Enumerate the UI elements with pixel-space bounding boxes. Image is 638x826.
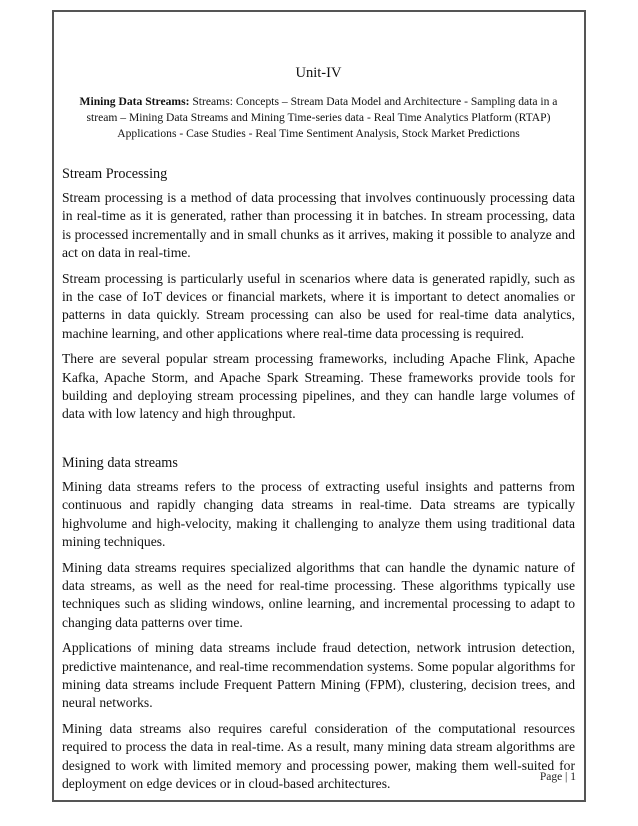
section-heading-mining-data-streams: Mining data streams bbox=[62, 454, 178, 471]
paragraph: Applications of mining data streams include fraud detection, network intrusion detection, predictive maintenance, and real-time recommendation systems. Some popular algorithms for mining data streams include Frequent Pattern Mining (FPM), clustering, decision trees, and neural networks. bbox=[62, 640, 575, 711]
page-number: Page | 1 bbox=[539, 771, 576, 783]
section-heading-stream-processing: Stream Processing bbox=[62, 166, 168, 182]
paragraph: Stream processing is particularly useful in scenarios where data is generated rapidly, such as in the case of IoT devices or financial markets, where it is important to detect anomalies or patterns in data quickly. Stream processing can also be used for real-time data analytics, machine learning, and other applications where real-time data processing is required. bbox=[62, 270, 575, 341]
paragraph: Stream processing is a method of data processing that involves continuously processing data in real-time as it is generated, rather than processing it in batches. In stream processing, data is processed incrementally and in small chunks as it arrives, making it possible to analyze and act on data in real-time. bbox=[62, 190, 575, 261]
paragraph: Mining data streams also requires careful consideration of the computational resources required to process the data in real-time. As a result, many mining data stream algorithms are designed to work with limited memory and processing power, making them well-suited for deployment on edge devices or in cloud-based architectures. bbox=[62, 720, 575, 791]
syllabus-summary bbox=[62, 94, 575, 142]
syllabus-heading: Mining Data Streams: bbox=[79, 95, 190, 108]
paragraph: Mining data streams refers to the process of extracting useful insights and patterns from continuous and rapidly changing data streams in real-time. Data streams are typically highvolume and high-velocity, making it challenging to analyze them using traditional data mining techniques. bbox=[62, 478, 575, 550]
unit-title: Unit-IV bbox=[295, 65, 342, 81]
syllabus-text: Streams: Concepts – Stream Data Model and Architecture - Sampling data in a stream – Mining Data Streams and Mining Time-series data - Real Time Analytics Platform (RTAP) Applications - Case Studies - Real Time Sentiment Analysis, Stock Market Predictions bbox=[86, 95, 558, 140]
section-spacer bbox=[62, 431, 575, 453]
page-content bbox=[62, 64, 575, 800]
paragraph: Mining data streams requires specialized algorithms that can handle the dynamic nature of data streams, as well as the need for real-time processing. These algorithms typically use techniques such as sliding windows, online learning, and incremental processing to adapt to changing data patterns over time. bbox=[62, 559, 575, 630]
paragraph: There are several popular stream processing frameworks, including Apache Flink, Apache Kafka, Apache Storm, and Apache Spark Streaming. These frameworks provide tools for building and deploying stream processing pipelines, and they can handle large volumes of data with low latency and high throughput. bbox=[62, 351, 575, 422]
